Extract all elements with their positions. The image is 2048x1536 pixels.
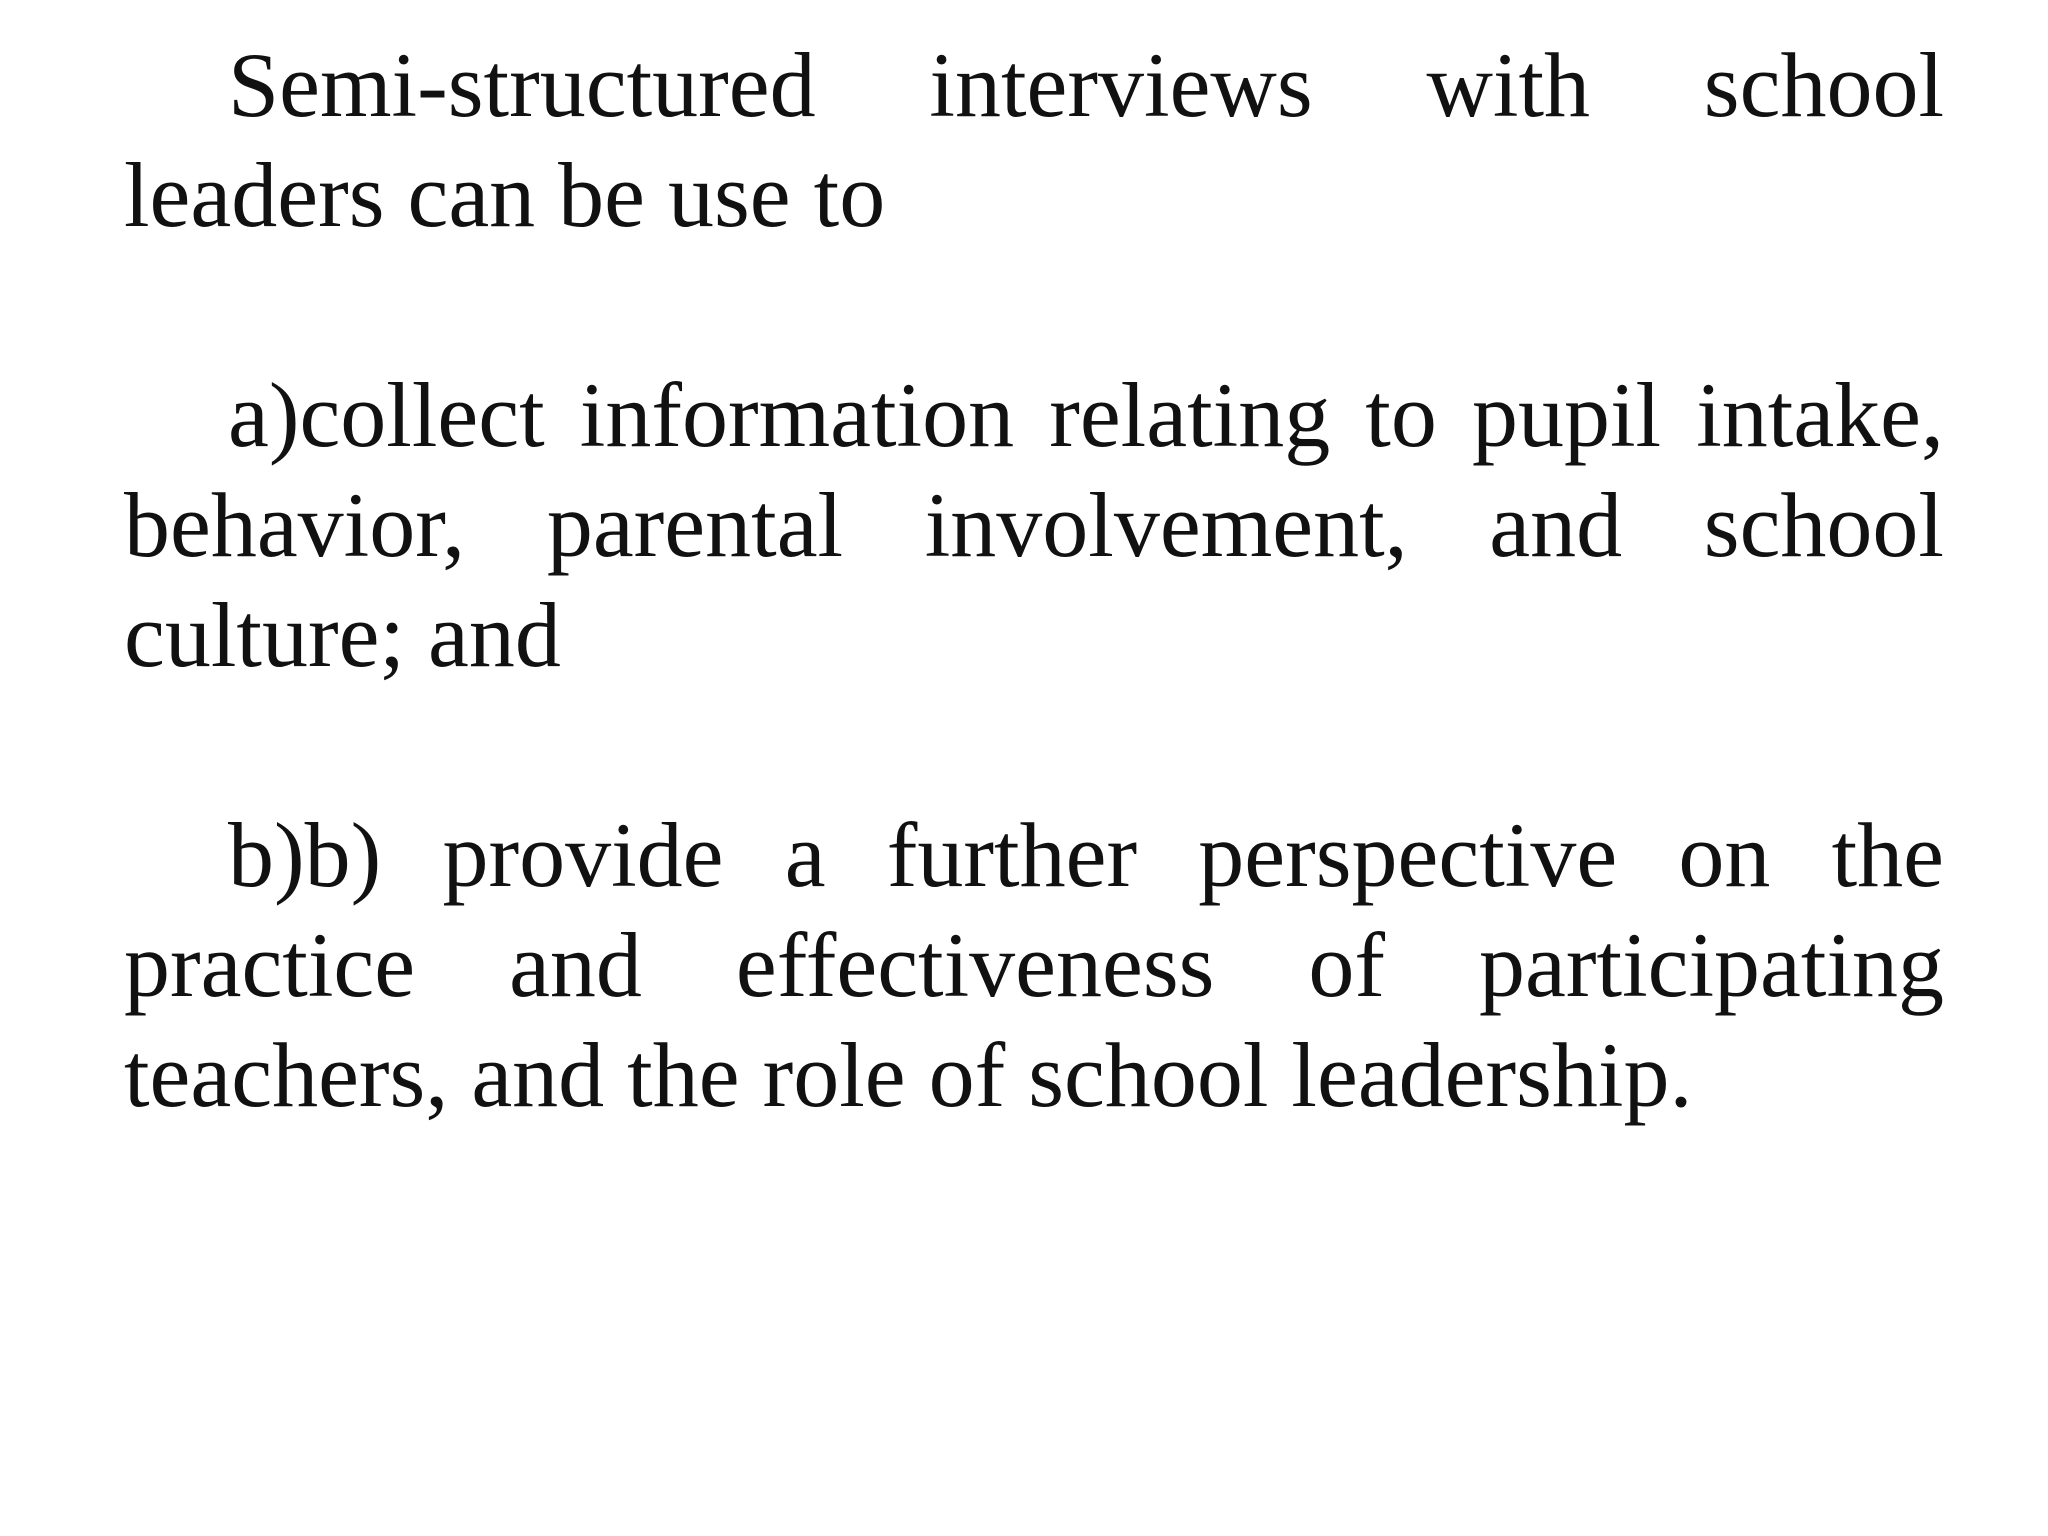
item-b-paragraph: b)b) provide a further perspective on the practice and effectiveness of participating teachers, and the role of school leadership. [124, 804, 1944, 1126]
paragraph-spacer [124, 690, 1944, 800]
intro-paragraph: Semi-structured interviews with school leaders can be use to [124, 34, 1944, 246]
document-body [124, 30, 1944, 1130]
item-a-paragraph: a)collect information relating to pupil intake, behavior, parental involvement, and school culture; and [124, 364, 1944, 686]
paragraph-spacer [124, 250, 1944, 360]
